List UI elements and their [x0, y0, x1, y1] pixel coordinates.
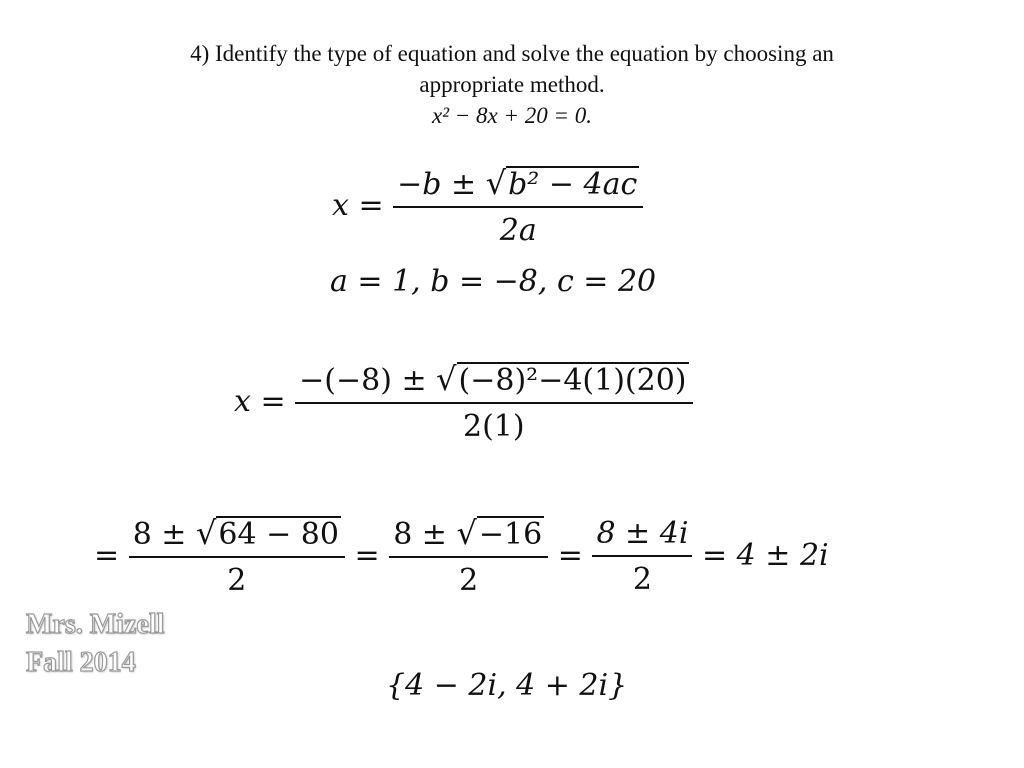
equals-sign: = — [354, 538, 380, 573]
fraction-2-denominator: 2 — [459, 563, 479, 598]
radical-sign: √(−8)²−4(1)(20) — [436, 360, 687, 398]
solution-set: {4 − 2i, 4 + 2i} — [386, 668, 628, 703]
formula-numerator — [393, 164, 643, 208]
problem-statement — [0, 38, 1024, 131]
fraction-3 — [592, 515, 692, 599]
coefficients-line: a = 1, b = −8, c = 20 — [330, 264, 657, 299]
radical-sign: √−16 — [456, 514, 543, 552]
substitution-fraction — [295, 360, 692, 446]
formula-fraction — [393, 164, 643, 250]
substitution-numerator — [295, 360, 692, 404]
fraction-1-left: 8 ± — [132, 517, 187, 552]
radical-sign: √b² − 4ac — [485, 164, 638, 202]
equals-sign: = — [557, 538, 583, 573]
fraction-3-numerator: 8 ± 4i — [592, 515, 692, 557]
author-watermark — [26, 606, 164, 682]
problem-equation: x² − 8x + 20 = 0. — [431, 103, 593, 128]
substitution-num-left: −(−8) ± — [299, 363, 427, 398]
fraction-1-radicand: 64 − 80 — [218, 517, 339, 552]
formula-num-left: −b ± — [397, 167, 477, 202]
watermark-term: Fall 2014 — [26, 647, 136, 678]
quadratic-formula — [332, 164, 643, 250]
fraction-2-numerator — [389, 514, 548, 558]
fraction-2-left: 8 ± — [393, 517, 447, 552]
formula-denominator: 2a — [499, 213, 537, 248]
substitution-formula — [234, 360, 693, 446]
fraction-1 — [129, 514, 345, 600]
fraction-1-numerator — [129, 514, 345, 558]
formula-lhs: x = — [332, 188, 384, 223]
fraction-1-denominator: 2 — [227, 563, 247, 598]
substitution-denominator: 2(1) — [463, 409, 525, 444]
radical-sign: √64 − 80 — [196, 514, 339, 552]
substitution-lhs: x = — [234, 384, 286, 419]
problem-line-1: 4) Identify the type of equation and solve the equation by choosing an — [190, 41, 834, 66]
substitution-radicand: (−8)²−4(1)(20) — [458, 363, 687, 398]
formula-radicand: b² − 4ac — [508, 167, 638, 202]
fraction-3-denominator: 2 — [632, 562, 652, 597]
fraction-2-radicand: −16 — [478, 517, 543, 552]
fraction-2 — [389, 514, 548, 600]
problem-line-2: appropriate method. — [419, 72, 605, 97]
equals-sign: = — [94, 538, 120, 573]
final-result: = 4 ± 2i — [701, 538, 829, 573]
simplification-chain — [94, 514, 829, 600]
watermark-name: Mrs. Mizell — [26, 609, 165, 640]
